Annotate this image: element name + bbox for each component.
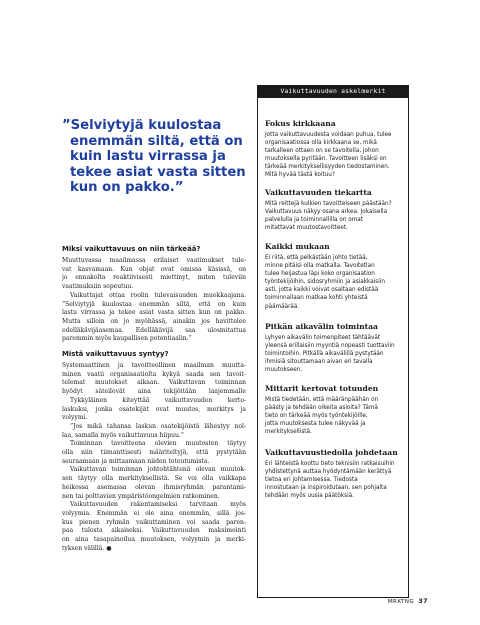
text-line: organisaatiossa olla kirkkaana se, mikä	[265, 140, 377, 147]
text-line: tietoa eri johtamisessa. Tiedosta	[265, 477, 358, 484]
sidebar-section-text	[265, 200, 407, 232]
text-line: Vaikuttavan toiminnan johtohtähtenä olevan muutok-	[70, 466, 246, 474]
text-line: Vaikuttavuuden rakentamiseksi tarvitaan myös	[70, 501, 246, 509]
text-line: Mutta silloin on jo myöhässä, ainakin jos havittelee	[62, 317, 246, 325]
pull-quote-line: kun on pakko.”	[70, 180, 184, 196]
text-line: palvelulla ja toiminnallilla on omat	[265, 217, 363, 224]
text-line: Jotta vaikuttavuudesta voidaan puhua, tulee	[265, 132, 392, 138]
sidebar-section	[265, 322, 407, 374]
text-line: muutokseen.	[265, 367, 303, 374]
text-line: tyksen välillä. ●	[62, 544, 112, 552]
text-line: Muuttuvassa maailmassa erilaiset vaatimukset tule-	[62, 257, 246, 264]
footer-label: MRKTNG	[387, 599, 415, 605]
page-footer	[388, 597, 428, 605]
sidebar-section-title: Vaikuttavuuden tiekartta	[265, 188, 372, 197]
text-line: paremmin myös kaupallisen potentiaalin.”	[62, 335, 192, 343]
text-line: Mitä reittejä kulkien tavoitteiseen päästään?	[265, 201, 392, 207]
sidebar-section-title: Fokus kirkkaana	[265, 119, 336, 128]
text-line: mitattavat muutostavoitteet.	[265, 225, 348, 232]
article-paragraph	[62, 257, 246, 292]
sidebar-section	[265, 188, 407, 232]
text-line: minen vaatii organisaatiolta kykyä saada sen tavoit-	[62, 370, 246, 378]
article-paragraph	[62, 501, 246, 553]
pull-quote	[62, 118, 262, 196]
text-line: Mistä tiedetään, että määränpäähän on	[265, 397, 379, 403]
text-line: vat kasvamaan. Kun objat ovat omissa käsissä, on	[62, 265, 246, 273]
text-line: muutoksella pyritään. Tavoitteen lisäksi on	[265, 156, 387, 163]
text-line: ”Jos mikä tahansa laskun osatekijöistä lähestyy nol-	[70, 422, 246, 430]
article-paragraph	[62, 423, 246, 440]
article-paragraph	[62, 440, 246, 466]
text-line: volyymi.	[62, 414, 88, 422]
article-paragraph	[62, 397, 246, 423]
text-line: yhdistettynä auttaa hyödyntämään kerättyä	[265, 469, 392, 476]
text-line: jo ennakolta reaktiivisesti miettinyt, miten tuleviin	[62, 274, 246, 282]
text-line: Vaikuttavuus näkyy osana arkea. Jokaisella	[265, 209, 388, 216]
text-line: heikossa asemassa olevan ihmisryhmän parantami-	[62, 483, 246, 491]
article-heading: Miksi vaikuttavuus on niin tärkeää?	[62, 245, 201, 253]
sidebar-section	[265, 119, 407, 180]
text-line: toimintoihin. Pitkällä aikavälillä pystytään	[265, 351, 384, 358]
text-line: Eri lähteistä koottu tieto teknisiin ratkaisuihin	[265, 461, 395, 467]
text-line: hyödyt säteilevät aina tekijöitään laajemmalle	[62, 388, 246, 396]
text-line: tarkalleen ottaen on se tavoitella, johon	[265, 148, 379, 155]
text-line: tärkeää merkityksellisyyden tiedostaminen.	[265, 164, 390, 171]
article-body	[62, 245, 246, 554]
pull-quote-line: tekee asiat vasta sitten	[70, 164, 246, 180]
sidebar-section-title: Vaikuttavuustiedolla johdetaan	[265, 448, 398, 457]
sidebar-section-text	[265, 254, 407, 311]
sidebar-title: Vaikuttavuuden askelmerkit	[257, 85, 409, 98]
pull-quote-line: ”Selviytyjä kuulostaa	[62, 118, 222, 133]
article-heading: Mistä vaikuttavuus syntyy?	[62, 350, 169, 359]
text-line: tulee heijastua läpi koko organisaation	[265, 271, 375, 278]
text-line: ihmisiä sitouttamaan aivan eri tavalla	[265, 359, 373, 366]
sidebar-section-title: Kaikki mukaan	[265, 242, 330, 251]
text-line: telemat muutokset aikaan. Vaikuttavan toiminnan	[62, 379, 246, 387]
sidebar-section-title: Mittarit kertovat totuuden	[265, 384, 379, 393]
sidebar-section-title: Pitkän aikavälin toimintaa	[265, 322, 378, 331]
text-line: tehdään myös uusia päätöksiä.	[265, 493, 354, 500]
text-line: olla niin tiimanttisesti määriteltyjä, että pystytään	[62, 449, 246, 457]
text-line: Mitä hyvää tästä koituu?	[265, 172, 335, 179]
text-line: Systemaattinen ja tavoitteellinen maailman muutta-	[62, 362, 246, 370]
text-line: yleensä erillaisiin myyntiä nopeasti tuottaviin	[265, 343, 395, 350]
text-line: minne pitäisi olla matkalla. Tavoitetlan	[265, 263, 375, 270]
text-line: vaatimuksiin sopeutuu.	[62, 283, 134, 291]
text-line: kus pienen ryhmän vaikuttaminen voi saada paren-	[62, 518, 246, 526]
pull-quote-line: kuin lastu virrassa ja	[70, 149, 226, 165]
sidebar-section	[265, 384, 407, 436]
sidebar-section-text	[265, 131, 407, 180]
text-line: jotta muutoksesta tulee näkyvää ja	[265, 421, 366, 428]
sidebar-section-text	[265, 460, 407, 500]
text-line: päästy ja tehdään oikeita asioita? Tämä	[265, 405, 378, 412]
article-paragraph	[62, 362, 246, 397]
text-line: toiminnallaan matkaa kohti yhteistä	[265, 295, 368, 302]
text-line: edelläkävijäasemaa. Edelläkävijä saa ulosmitattua	[62, 326, 246, 334]
article-paragraph	[62, 292, 246, 344]
page-number: 37	[418, 597, 428, 605]
text-line: paa tulosta aikaiseksi. Vaikuttavuuden maksimointi	[62, 527, 246, 535]
sidebar-section-text	[265, 396, 407, 436]
text-line: päämäärää.	[265, 303, 300, 310]
text-line: Toiminnan tavoitteena olevien muutosten täytyy	[70, 440, 246, 448]
text-line: on aina tasapainoilua muutoksen, volyymin ja merki-	[62, 536, 246, 544]
sidebar-section	[265, 448, 407, 500]
text-line: Lyhyen aikavälin toimenpiteet tähtäävät	[265, 335, 381, 341]
text-line: työntekijöihin, sidosryhmiin ja asiakkaisiin	[265, 279, 386, 286]
text-line: nen tai polttavien ympäristöongelmien ratkominen.	[62, 492, 220, 500]
text-line: Vaikuttajat ottaa roolin tulevaisuuden muokkaajana.	[70, 291, 246, 299]
text-line: volyymia. Enemmän ei ole aina enemmän, sillä jos-	[62, 509, 246, 517]
text-line: Tykkyläinen kiteyttää vaikuttavuuden kerto-	[70, 396, 246, 404]
article-paragraph	[62, 466, 246, 501]
text-line: innostutaan ja inspiroidutaan, sen pohjalta	[265, 485, 387, 492]
text-line: merkityksellistä.	[265, 429, 312, 436]
text-line: sen täytyy olla merkityksellistä. Se voi olla vaikkapa	[62, 475, 246, 483]
text-line: laskuksi, jonka osatekijät ovat muutos, merkitys ja	[62, 405, 246, 413]
text-line: seuraamaan ja mittaamaan niiden toteutumista.	[62, 457, 210, 465]
text-line: lastu virrassa ja tekee asiat vasta sitten kun on pakko.	[62, 309, 246, 317]
text-line: laa, samalla myös vaikuttavuus hiipuu.”	[62, 431, 184, 439]
sidebar-section	[265, 242, 407, 311]
text-line: Ei riitä, että pelkästään johto tietää,	[265, 255, 368, 261]
pull-quote-line: enemmän siltä, että on	[70, 133, 243, 149]
text-line: ”Selviytyjä kuulostaa enemmän siltä, että on kuin	[62, 300, 246, 308]
text-line: asti, jotta kaikki voivat osaltaan edistää	[265, 287, 379, 294]
text-line: tieto on tärkeää myös työntekijöille,	[265, 413, 368, 420]
sidebar-section-text	[265, 334, 407, 374]
